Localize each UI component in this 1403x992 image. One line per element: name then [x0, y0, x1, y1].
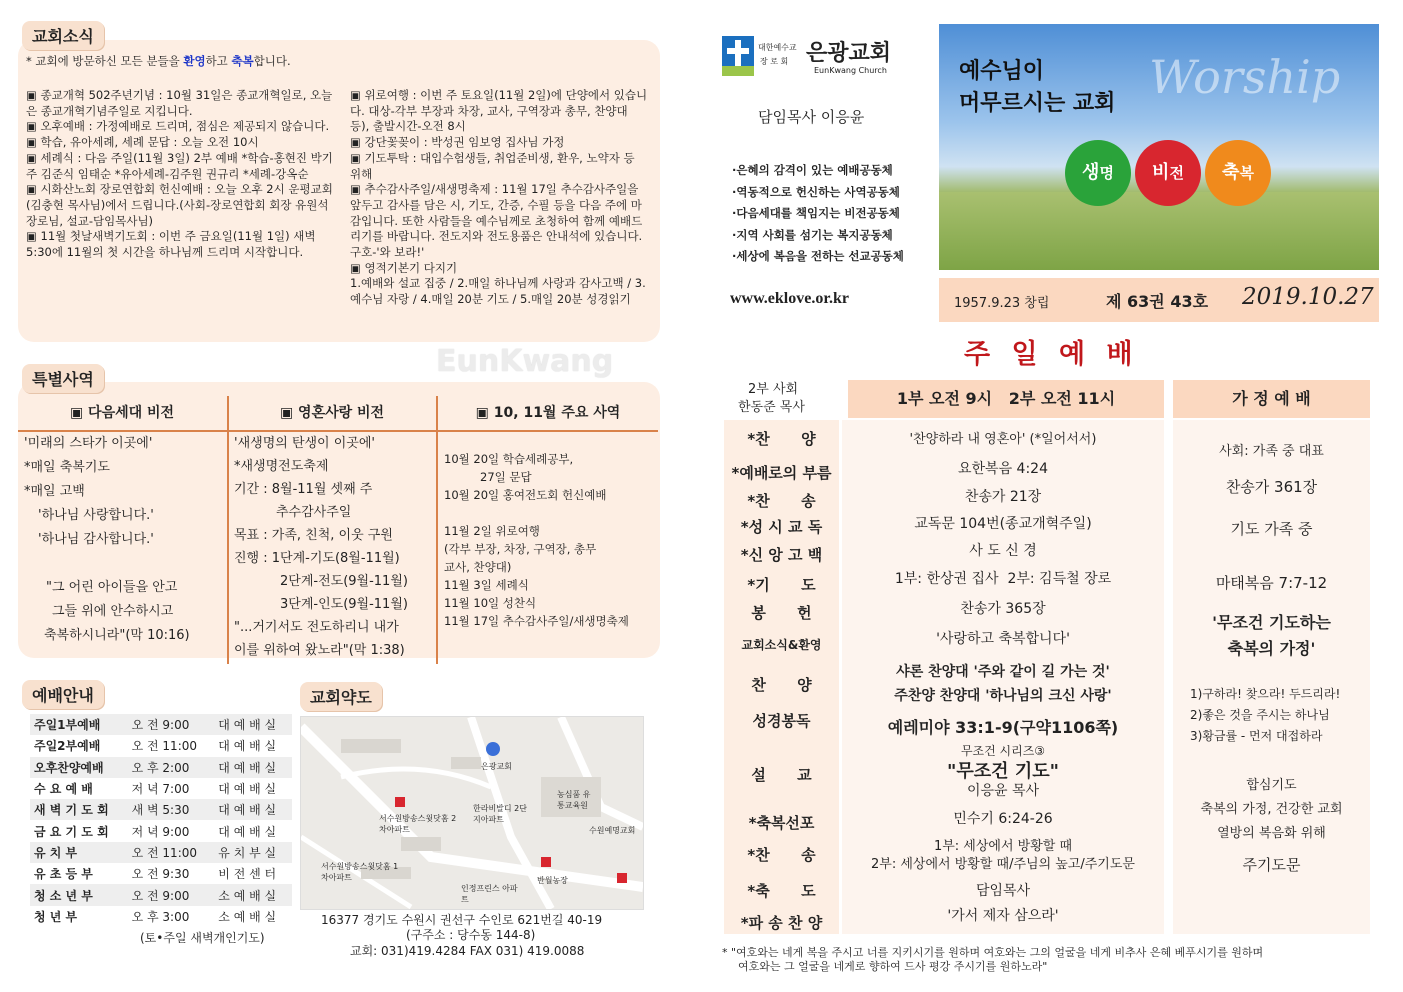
family-joint: 축복의 가정, 건강한 교회: [1200, 802, 1343, 817]
bus-stop-icon: [617, 873, 627, 883]
cell: 저 녁 7:00: [131, 782, 190, 797]
family-theme: '무조건 기도하는: [1212, 613, 1331, 632]
cell: 새 벽 5:30: [131, 803, 190, 818]
motto: ·은혜의 감격이 있는 예배공동체: [732, 163, 893, 177]
table-row: [30, 778, 292, 799]
table-row: [30, 906, 292, 927]
col1-line: *매일 고백: [24, 484, 85, 499]
news-left-column: [26, 88, 334, 261]
footnote: * "여호와는 네게 복을 주시고 너를 지키시기를 원하며 여호와는 그의 얼굴을 네게 비추사 은혜 베푸시기를 원하며: [722, 946, 1264, 959]
col2-line: 진행 : 1단계-기도(8월-11월): [234, 551, 400, 566]
cell: 주일2부예배: [34, 739, 101, 754]
cell: 금 요 기 도 회: [34, 824, 109, 839]
logo-en: EunKwang Church: [814, 66, 887, 75]
order-item: 1부: 세상에서 방황할 때: [933, 839, 1073, 854]
col2-line: "...거기서도 전도하리니 내가: [234, 620, 399, 635]
service-guide-table: [30, 714, 292, 927]
banner-script: Worship: [1149, 50, 1341, 104]
order-label: *예배로의 부름: [731, 464, 832, 482]
order-item: 교독문 104번(종교개혁주일): [914, 516, 1092, 532]
church-map: [300, 716, 644, 910]
col2-line: 2단계-전도(9월-11월): [280, 574, 408, 589]
map-label: 서수원방송스윗닷홈 2차아파트: [379, 814, 457, 834]
cell: 소 예 배 실: [218, 888, 277, 903]
times-header: 1부 오전 9시 2부 오전 11시: [848, 380, 1164, 418]
logo-small-top: 대한예수교: [758, 43, 797, 52]
family-closing: 주기도문: [1242, 856, 1301, 874]
worship-title: 주 일 예 배: [964, 339, 1139, 370]
divider: [227, 396, 229, 664]
table-row: [30, 714, 292, 735]
special-col2-head: ▣ 영혼사랑 비전: [279, 405, 385, 421]
col2-line: 목표 : 가족, 친척, 이웃 구원: [234, 528, 393, 543]
family-points: [1190, 684, 1340, 747]
issue-date: 2019.10.27: [1242, 284, 1374, 310]
cell: 오후찬양예배: [34, 760, 104, 775]
footnote: 여호와는 그 얼굴을 네게로 향하여 드사 평강 주시기를 원하노라": [738, 960, 1048, 973]
map-tag: 교회약도: [300, 682, 382, 711]
order-item: '가서 제자 삼으라': [947, 908, 1059, 924]
order-label: *신 앙 고 백: [740, 546, 823, 564]
order-item: 찬송가 21장: [964, 489, 1042, 505]
spacer: [444, 504, 656, 522]
special-col3-head: ▣ 10, 11월 주요 사역: [475, 405, 621, 421]
intro-bless: 축복: [231, 54, 254, 68]
order-item: 1부: 한상권 집사 2부: 김득철 장로: [894, 571, 1112, 587]
circle-text: 명: [1099, 164, 1114, 182]
bus-stop-icon: [541, 857, 551, 867]
pastor-name: 담임목사 이응윤: [758, 108, 865, 126]
news-item: ▣ 오후예배 : 가정예배로 드리며, 점심은 제공되지 않습니다.: [26, 119, 330, 134]
table-row: [30, 757, 292, 778]
cell: 유 치 부 실: [218, 845, 277, 860]
order-item: 예레미야 33:1-9(구약1106쪽): [887, 718, 1119, 737]
order-item: 요한복음 4:24: [958, 461, 1048, 477]
motto: ·지역 사회를 섬기는 복지공동체: [732, 227, 893, 242]
table-row: [30, 863, 292, 884]
cell: 청 년 부: [34, 909, 78, 924]
cell: 오 전 9:00: [131, 718, 190, 733]
order-item: 주찬양 찬양대 '하나님의 크신 사랑': [894, 688, 1112, 704]
order-item: 담임목사: [975, 883, 1031, 899]
logo-name: 은광교회: [806, 41, 892, 66]
watermark: EunKwang: [436, 344, 614, 379]
service-guide-tag: 예배안내: [22, 680, 104, 709]
table-row: [30, 884, 292, 905]
col3-line: 10월 20일 학습세례공부,: [444, 452, 574, 466]
cell: 오 전 9:30: [131, 867, 190, 882]
logo-small-bottom: 장 로 회: [760, 57, 789, 66]
circle-text: 축: [1222, 162, 1240, 183]
order-item: 민수기 6:24-26: [953, 811, 1053, 827]
host-line1: 2부 사회: [748, 382, 799, 397]
order-label: 찬 양: [751, 676, 812, 694]
order-item: 찬송가 365장: [960, 601, 1046, 617]
intro-text: 하고: [205, 54, 232, 68]
news-item: ▣ 세례식 : 다음 주일(11월 3일) 2부 예배 *학습-홍현진 박기주 김준식 임태순 *유아세례-김주원 권규리 *세례-강옥순: [26, 150, 333, 181]
col2-line: 3단계-인도(9월-11월): [280, 597, 408, 612]
order-label: *기 도: [747, 576, 816, 594]
table-row: [30, 735, 292, 756]
banner-line1: 예수님이: [959, 59, 1045, 84]
family-point: 1)구하라! 찾으라! 두드리라!: [1190, 687, 1341, 701]
special-col1: [24, 432, 224, 648]
sermon-title: "무조건 기도": [947, 761, 1059, 782]
order-label: *파 송 찬 양: [740, 914, 823, 932]
order-item: '사랑하고 축복합니다': [936, 631, 1070, 647]
special-col1-head: ▣ 다음세대 비전: [69, 405, 175, 421]
map-label: 수원예명교회: [589, 826, 636, 835]
table-row: [30, 820, 292, 841]
circle-text: 복: [1239, 164, 1254, 182]
order-label: *성 시 교 독: [740, 518, 823, 536]
family-leader: 사회: 가족 중 대표: [1219, 444, 1324, 459]
order-label: *축 도: [747, 882, 816, 900]
special-col2: [234, 432, 434, 662]
map-label: 한라비발디 2단지아파트: [473, 804, 528, 824]
map-pin-icon: [486, 742, 500, 756]
news-item: ▣ 기도투탁 : 대입수험생들, 취업준비생, 환우, 노약자 등 위해: [350, 150, 635, 181]
cell: 대 예 배 실: [218, 803, 277, 818]
cell: 유 치 부: [34, 845, 78, 860]
news-item: 1.예배와 설교 집중 / 2.매일 하나님께 사랑과 감사고백 / 3.예수님 자랑 / 4.매일 20분 기도 / 5.매일 20분 성경읽기: [350, 276, 646, 307]
order-label: 성경봉독: [752, 712, 811, 730]
family-joint: 열방의 복음화 위해: [1217, 826, 1326, 841]
news-item: ▣ 강단꽃꽂이 : 박성권 임보영 집사님 가정: [350, 135, 565, 150]
col3-line: 10월 20일 홍여전도회 헌신예배: [444, 488, 607, 502]
col2-line: 이를 위하여 왔노라"(막 1:38): [234, 643, 405, 658]
cell: 대 예 배 실: [218, 718, 277, 733]
news-intro: [26, 54, 291, 70]
news-item: ▣ 영적기본기 다지기: [350, 260, 458, 275]
table-row: [30, 799, 292, 820]
order-item: 샤론 찬양대 '주와 같이 길 가는 것': [896, 664, 1110, 680]
map-label: 서수원방송스윗닷홈 1차아파트: [321, 862, 399, 882]
issue-number: 제 63권 43호: [1106, 292, 1209, 311]
col1-line: "그 어린 아이들을 안고: [46, 580, 178, 595]
order-item: 사 도 신 경: [969, 543, 1037, 559]
banner-line2: 머무르시는 교회: [959, 91, 1116, 116]
order-label: 봉 헌: [751, 604, 812, 622]
motto: ·다음세대를 책임지는 비전공동체: [732, 206, 900, 220]
cell: 청 소 년 부: [34, 888, 93, 903]
website: www.eklove.or.kr: [730, 290, 849, 307]
family-point: 2)좋은 것을 주시는 하나님: [1190, 708, 1330, 722]
col3-line: (각부 부장, 차장, 구역장, 총무: [444, 542, 597, 556]
map-label: 반월농장: [537, 876, 568, 885]
col3-line: 11월 17일 추수감사주일/새생명축제: [444, 614, 629, 628]
news-item: ▣ 위로여행 : 이번 주 토요일(11월 2일)에 단양에서 있습니다. 대상-각부 부장과 차장, 교사, 구역장과 총무, 찬양대 등), 출발시간-오전 8시: [350, 88, 648, 134]
col2-line: '새생명의 탄생이 이곳에': [234, 436, 375, 451]
col3-line: 교사, 찬양대): [444, 560, 512, 574]
special-tag: 특별사역: [22, 364, 104, 393]
map-label: 은광교회: [481, 762, 512, 771]
cell: 수 요 예 배: [34, 782, 93, 797]
family-point: 3)황금률 - 먼저 대접하라: [1190, 729, 1323, 743]
news-item: ▣ 11월 첫날새벽기도회 : 이번 주 금요일(11월 1일) 새벽 5:30에 11월의 첫 시간을 하나님께 드리며 시작합니다.: [26, 229, 316, 260]
col2-line: 기간 : 8월-11월 셋째 주: [234, 482, 373, 497]
col2-line: 추수감사주일: [276, 505, 352, 520]
table-row: [30, 842, 292, 863]
order-label: 설 교: [751, 766, 812, 784]
cell: 비 전 센 터: [218, 867, 277, 882]
col2-line: *새생명전도축제: [234, 459, 329, 474]
order-item: '찬양하라 내 영혼아' (*일어서서): [909, 432, 1097, 447]
intro-text: 합니다.: [253, 54, 291, 68]
family-hymn: 찬송가 361장: [1225, 478, 1318, 496]
cell: 대 예 배 실: [218, 739, 277, 754]
circle-text: 생: [1082, 162, 1100, 183]
col1-line: 그들 위에 안수하시고: [52, 604, 174, 619]
map-phone: 교회: 031)419.4284 FAX 031) 419.0088: [350, 944, 585, 958]
order-item: 2부: 세상에서 방황할 때/주님의 높고/주기도문: [871, 857, 1135, 872]
col1-line: '하나님 사랑합니다.': [38, 508, 154, 523]
banner-image: [939, 24, 1379, 270]
family-prayer: 기도 가족 중: [1230, 520, 1313, 538]
bus-stop-icon: [395, 797, 405, 807]
col3-line: 11월 10일 성찬식: [444, 596, 537, 610]
col1-line: 축복하시니라"(막 10:16): [44, 628, 190, 643]
family-theme: 축복의 가정': [1227, 639, 1316, 658]
intro-text: * 교회에 방문하신 모든 분들을: [26, 54, 184, 68]
host-line2: 한동준 목사: [738, 400, 805, 415]
col1-line: '하나님 감사합니다.': [38, 532, 154, 547]
order-label: 교회소식&환영: [741, 638, 822, 652]
cell: 오 후 3:00: [131, 909, 190, 924]
intro-welcome: 환영: [183, 54, 206, 68]
sermon-series: 무조건 시리즈③: [960, 744, 1046, 758]
order-label: *찬 송: [747, 492, 816, 510]
cell: 대 예 배 실: [218, 782, 277, 797]
sermon-preacher: 이응윤 목사: [966, 783, 1040, 799]
map-address: 16377 경기도 수원시 권선구 수인로 621번길 40-19: [321, 913, 603, 927]
family-header: 가 정 예 배: [1173, 380, 1370, 418]
church-logo: [722, 36, 908, 78]
cell: 오 전 9:00: [131, 888, 190, 903]
cell: 오 전 11:00: [131, 739, 198, 754]
family-joint-title: 합심기도: [1246, 778, 1297, 793]
cell: 대 예 배 실: [218, 760, 277, 775]
cross-icon: [722, 36, 754, 76]
spacer: [24, 552, 224, 576]
circle-life: [1065, 140, 1131, 206]
map-old-address: (구주소 : 당수동 144-8): [406, 928, 536, 942]
cell: 새 벽 기 도 회: [34, 803, 109, 818]
news-right-column: [350, 88, 648, 308]
family-scripture: 마태복음 7:7-12: [1215, 574, 1328, 592]
col1-line: *매일 축복기도: [24, 460, 110, 475]
col3-line: 11월 2일 위로여행: [444, 524, 540, 538]
news-item: ▣ 시화산노회 장로연합회 헌신예배 : 오늘 오후 2시 운평교회(김충현 목사님)에서 드립니다.(사회-장로연합회 회장 유원석 장로님, 설교-담임목사님): [26, 182, 333, 228]
special-col3: [444, 450, 656, 630]
cell: 오 전 11:00: [131, 845, 198, 860]
order-label: *찬 송: [747, 846, 816, 864]
cell: 오 후 2:00: [131, 760, 190, 775]
col3-line: 11월 3일 세례식: [444, 578, 529, 592]
order-label: *축복선포: [748, 814, 815, 832]
map-label: 인정프린스 아파트: [461, 884, 518, 904]
motto: ·역동적으로 헌신하는 사역공동체: [732, 184, 900, 199]
service-guide-note: (토•주일 새벽개인기도): [140, 931, 265, 945]
motto: ·세상에 복음을 전하는 선교공동체: [732, 249, 904, 263]
mottos: [732, 160, 904, 268]
news-tag: 교회소식: [22, 21, 104, 50]
divider: [436, 396, 438, 664]
circle-text: 전: [1169, 164, 1184, 182]
order-label: *찬 양: [747, 430, 816, 448]
cell: 대 예 배 실: [218, 824, 277, 839]
news-item: ▣ 종교개혁 502주년기념 : 10월 31일은 종교개혁일로, 오늘은 종교개혁기념주일로 지킵니다.: [26, 88, 333, 118]
news-item: ▣ 추수감사주일/새생명축제 : 11월 17일 추수감사주일을 앞두고 감사를 담은 시, 기도, 간증, 수필 등을 다음 주에 마감입니다. 또한 사람들을 예수님께로 초청하여 함께 예배드리기를 바랍니다. 전도지와 전도용품은 안내석에 있습니다. 구호-'와 보라!': [350, 182, 643, 260]
circle-vision: [1135, 140, 1201, 206]
map-label: 농심품 유통교육원: [557, 790, 591, 810]
news-item: ▣ 학습, 유아세례, 세례 문답 : 오늘 오전 10시: [26, 135, 259, 150]
cell: 유 초 등 부: [34, 867, 93, 882]
cell: 주일1부예배: [34, 718, 101, 733]
col3-line: 27일 문답: [480, 470, 532, 484]
founded: 1957.9.23 창립: [954, 296, 1050, 311]
cell: 저 녁 9:00: [131, 824, 190, 839]
circle-blessing: [1205, 140, 1271, 206]
col1-line: '미래의 스타가 이곳에': [24, 436, 153, 451]
cell: 소 예 배 실: [218, 909, 277, 924]
circle-text: 비: [1152, 162, 1170, 183]
